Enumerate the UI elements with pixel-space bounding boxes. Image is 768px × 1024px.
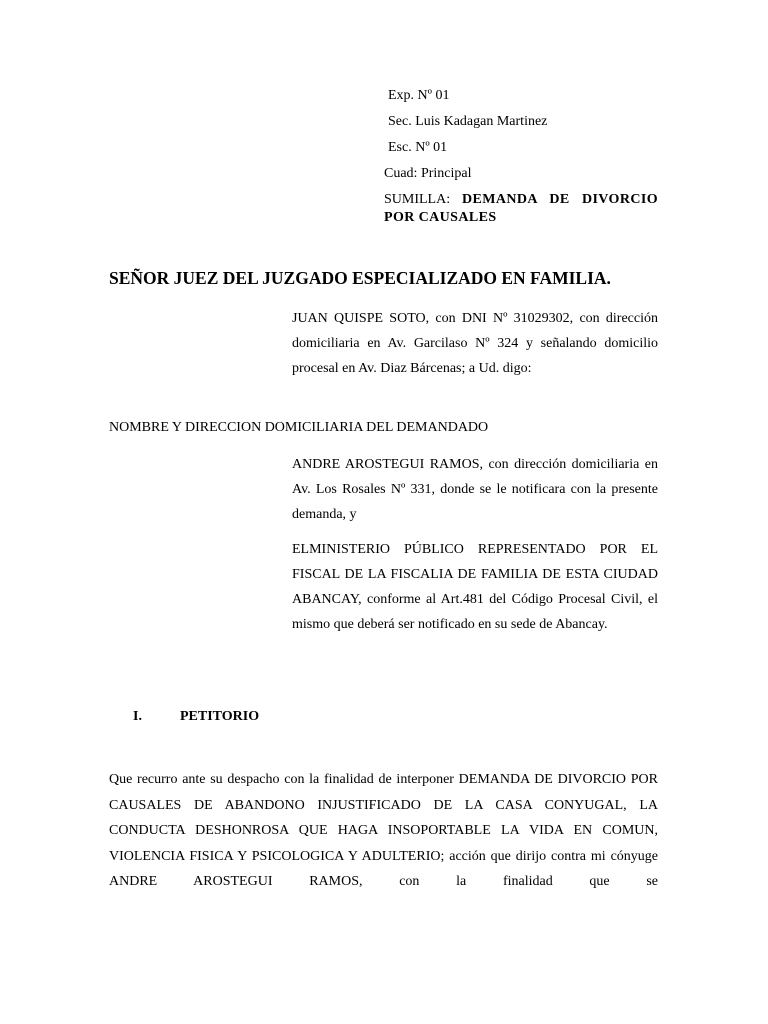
section-number: I. (133, 709, 142, 724)
document-title: SEÑOR JUEZ DEL JUZGADO ESPECIALIZADO EN FAMILIA. (109, 268, 611, 288)
defendant-heading: NOMBRE Y DIRECCION DOMICILIARIA DEL DEMANDADO (109, 420, 489, 435)
ministry-paragraph: ELMINISTERIO PÚBLICO REPRESENTADO POR EL FISCAL DE LA FISCALIA DE FAMILIA DE ESTA CIUDAD ABANCAY, conforme al Art.481 del Código Procesal Civil, el mismo que deberá ser notificado en su sede de Abancay. (292, 542, 658, 632)
section-title: PETITORIO (180, 709, 260, 724)
sumilla-label: SUMILLA: (384, 192, 462, 207)
escrito-number: Esc. Nº 01 (388, 140, 448, 155)
cuaderno-label: Cuad: Principal (384, 166, 472, 181)
plaintiff-paragraph: JUAN QUISPE SOTO, con DNI Nº 31029302, con dirección domiciliaria en Av. Garcilaso Nº 324 y señalando domicilio procesal en Av. Diaz Bárcenas; a Ud. digo: (292, 311, 658, 376)
expediente-number: Exp. Nº 01 (388, 88, 450, 103)
secretary-name: Sec. Luis Kadagan Martinez (388, 114, 548, 129)
defendant-paragraph: ANDRE AROSTEGUI RAMOS, con dirección domiciliaria en Av. Los Rosales Nº 331, donde se le notificara con la presente demanda, y (292, 457, 658, 522)
sumilla (384, 191, 658, 227)
sumilla-text: DEMANDA DE DIVORCIO POR CAUSALES (384, 192, 658, 225)
petitorio-paragraph: Que recurro ante su despacho con la finalidad de interponer DEMANDA DE DIVORCIO POR CAUSALES DE ABANDONO INJUSTIFICADO DE LA CASA CONYUGAL, LA CONDUCTA DESHONROSA QUE HAGA INSOPORTABLE LA VIDA EN COMUN, VIOLENCIA FISICA Y PSICOLOGICA Y ADULTERIO; acción que dirijo contra mi cónyuge ANDRE AROSTEGUI RAMOS, con la finalidad que se (109, 772, 658, 889)
